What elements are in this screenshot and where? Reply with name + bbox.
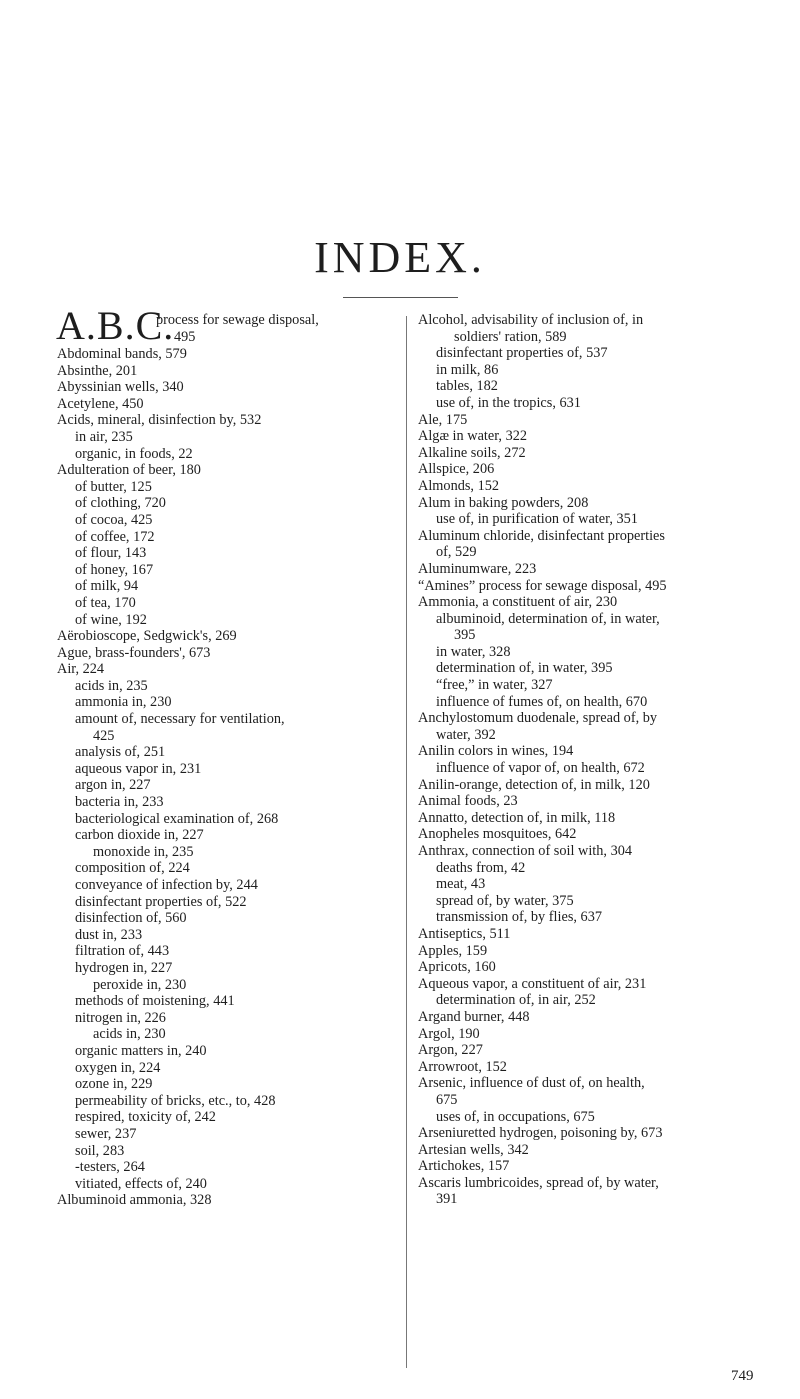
index-entry: transmission of, by flies, 637 [436,909,602,926]
index-entry: -testers, 264 [75,1159,145,1176]
index-entry: Almonds, 152 [418,477,500,494]
index-entry: disinfectant properties of, 537 [436,345,608,362]
index-entry: Artichokes, 157 [418,1158,510,1175]
index-entry: Absinthe, 201 [57,362,138,379]
right-entry-list [418,312,762,1208]
index-entry: of milk, 94 [75,578,139,595]
index-entry: 425 [93,727,115,744]
index-entry: argon in, 227 [75,777,151,794]
index-entry: ozone in, 229 [75,1076,153,1093]
index-entry: disinfection of, 560 [75,910,187,927]
index-entry: 391 [436,1191,458,1208]
page-title: INDEX. [314,233,486,282]
index-entry: bacteriological examination of, 268 [75,810,279,827]
index-entry: of clothing, 720 [75,495,166,512]
index-entry: amount of, necessary for ventilation, [75,711,285,728]
index-entry: Argand burner, 448 [418,1008,530,1025]
first-entry-text: process for sewage disposal, [156,312,319,328]
index-entry: water, 392 [436,726,496,743]
index-entry: meat, 43 [436,876,486,893]
index-entry: of coffee, 172 [75,528,155,545]
index-entry: determination of, in water, 395 [436,660,613,677]
index-entry: Alum in baking powders, 208 [418,494,589,511]
index-entry: ammonia in, 230 [75,694,172,711]
index-entry: “Amines” process for sewage disposal, 495 [418,577,667,594]
column-divider [406,316,407,1368]
index-entry: nitrogen in, 226 [75,1009,166,1026]
index-entry: of, 529 [436,544,477,561]
index-entry: Aqueous vapor, a constituent of air, 231 [418,975,647,992]
index-entry: monoxide in, 235 [93,843,194,860]
index-entry: acids in, 230 [93,1026,166,1043]
index-entry: of butter, 125 [75,478,152,495]
index-entry: dust in, 233 [75,926,143,943]
index-entry: Antiseptics, 511 [418,925,511,942]
index-entry: Animal foods, 23 [418,793,518,810]
index-entry: Anopheles mosquitoes, 642 [418,826,577,843]
abc-large-heading: A.B.C. [56,303,175,348]
first-index-entry [56,303,398,348]
index-entry: Arseniuretted hydrogen, poisoning by, 673 [418,1125,663,1142]
index-entry: 675 [436,1091,458,1108]
index-entry: of cocoa, 425 [75,511,153,528]
index-entry: Arsenic, influence of dust of, on health, [418,1075,645,1092]
index-entry: of tea, 170 [75,594,136,611]
index-entry: in milk, 86 [436,361,499,378]
index-entry: of wine, 192 [75,611,147,628]
index-entry: soil, 283 [75,1142,125,1159]
index-entry: Albuminoid ammonia, 328 [57,1192,212,1209]
index-entry: Apples, 159 [418,942,488,959]
index-entry: permeability of bricks, etc., to, 428 [75,1092,276,1109]
index-entry: uses of, in occupations, 675 [436,1108,595,1125]
index-entry: Ammonia, a constituent of air, 230 [418,594,618,611]
index-entry: Anthrax, connection of soil with, 304 [418,843,633,859]
index-entry: use of, in the tropics, 631 [436,394,581,411]
index-entry: Air, 224 [57,661,105,678]
index-entry: conveyance of infection by, 244 [75,877,258,893]
first-entry-page: 495 [174,328,196,345]
index-entry: Aluminum chloride, disinfectant properties [418,527,665,544]
index-entry: hydrogen in, 227 [75,959,173,976]
index-entry: influence of vapor of, on health, 672 [436,760,645,777]
index-entry: Algæ in water, 322 [418,428,528,445]
index-entry: use of, in purification of water, 351 [436,511,638,528]
index-entry: aqueous vapor in, 231 [75,760,202,777]
index-entry: spread of, by water, 375 [436,892,574,909]
index-entry: deaths from, 42 [436,859,526,876]
index-entry: Adulteration of beer, 180 [57,462,201,479]
index-column-left [56,303,398,1209]
index-entry: Alcohol, advisability of inclusion of, in [418,312,644,328]
index-entry: filtration of, 443 [75,943,170,960]
index-entry: Ascaris lumbricoides, spread of, by water, [418,1174,659,1191]
index-entry: organic, in foods, 22 [75,445,193,462]
index-entry: of honey, 167 [75,561,154,578]
page-number: 749 [731,1368,754,1384]
index-entry: Annatto, detection of, in milk, 118 [418,809,616,826]
index-entry: “free,” in water, 327 [436,677,553,694]
index-entry: Abyssinian wells, 340 [57,379,184,396]
index-entry: Argon, 227 [418,1042,483,1059]
index-column-right [418,312,762,1208]
index-entry: Anchylostomum duodenale, spread of, by [418,710,658,727]
index-entry: albuminoid, determination of, in water, [436,610,660,627]
index-entry: methods of moistening, 441 [75,993,235,1010]
index-entry: Ague, brass-founders', 673 [57,644,211,661]
index-entry: 395 [454,627,476,644]
index-entry: Argol, 190 [418,1025,480,1042]
index-entry: acids in, 235 [75,677,148,694]
index-entry: sewer, 237 [75,1125,137,1142]
left-entry-list [57,346,398,1209]
index-entry: Ale, 175 [418,411,468,428]
index-entry: Acids, mineral, disinfection by, 532 [57,412,262,429]
index-entry: of flour, 143 [75,545,147,562]
index-entry: analysis of, 251 [75,744,166,761]
index-entry: Apricots, 160 [418,959,496,976]
index-entry: soldiers' ration, 589 [454,328,567,345]
index-entry: Anilin colors in wines, 194 [418,743,574,760]
index-entry: Anilin-orange, detection of, in milk, 120 [418,776,650,793]
index-entry: Allspice, 206 [418,461,495,478]
index-entry: respired, toxicity of, 242 [75,1109,216,1126]
index-entry: disinfectant properties of, 522 [75,893,247,910]
index-entry: Artesian wells, 342 [418,1141,529,1158]
index-entry: Alkaline soils, 272 [418,444,526,461]
index-entry: Acetylene, 450 [57,395,144,412]
index-entry: influence of fumes of, on health, 670 [436,693,648,710]
index-entry: tables, 182 [436,378,498,395]
index-entry: Abdominal bands, 579 [57,346,187,362]
index-entry: bacteria in, 233 [75,794,164,811]
index-entry: peroxide in, 230 [93,976,187,993]
index-entry: Aërobioscope, Sedgwick's, 269 [57,628,237,645]
index-entry: composition of, 224 [75,860,190,877]
title-rule [343,297,458,298]
index-entry: in water, 328 [436,643,511,660]
index-entry: Aluminumware, 223 [418,560,537,577]
index-entry: Arrowroot, 152 [418,1058,507,1075]
index-entry: carbon dioxide in, 227 [75,827,204,844]
index-entry: organic matters in, 240 [75,1042,207,1059]
index-entry: in air, 235 [75,428,133,445]
index-entry: determination of, in air, 252 [436,992,596,1009]
index-entry: vitiated, effects of, 240 [75,1175,207,1192]
index-entry: oxygen in, 224 [75,1059,161,1076]
